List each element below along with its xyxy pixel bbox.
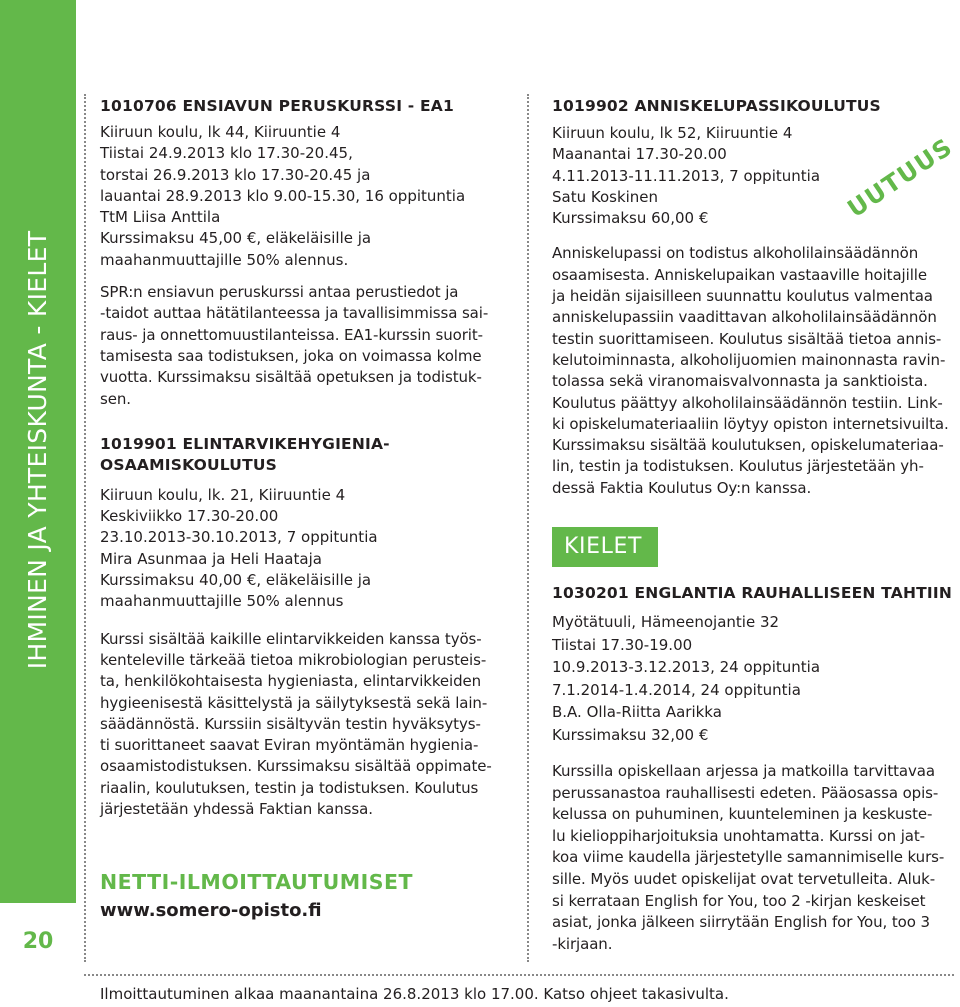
kielet-section-label: [552, 527, 658, 567]
description-line: sille. Myös uudet opiskelijat ovat tervetulleita. Aluk-: [552, 869, 936, 888]
detail-line: B.A. Olla-Riitta Aarikka: [552, 703, 722, 721]
description-line: vuotta. Kurssimaksu sisältää opetuksen ja todistuk-: [100, 368, 482, 387]
description-line: dessä Faktia Koulutus Oy:n kanssa.: [552, 478, 812, 497]
website-link[interactable]: www.somero-opisto.fi: [100, 900, 322, 921]
detail-line: 7.1.2014-1.4.2014, 24 oppituntia: [552, 680, 801, 699]
detail-line: lauantai 28.9.2013 klo 9.00-15.30, 16 oppituntia: [100, 186, 466, 205]
description-line: -kirjaan.: [552, 934, 613, 953]
left-dotted-divider: [84, 94, 86, 962]
description-line: testin suorittamiseen. Koulutus sisältää tietoa annis-: [552, 329, 942, 348]
page-number: 20: [22, 929, 54, 954]
section-sidebar: [0, 0, 76, 1007]
course-heading: [100, 434, 505, 476]
course-description: [100, 629, 505, 821]
detail-line: Kiiruun koulu, lk. 21, Kiiruuntie 4: [100, 485, 346, 504]
course-details: [552, 611, 954, 746]
detail-line: 10.9.2013-3.12.2013, 24 oppituntia: [552, 658, 821, 676]
bottom-dotted-divider: [84, 974, 954, 976]
description-line: hygieenisestä käsittelystä ja säilytyksestä sekä lain-: [100, 693, 488, 712]
detail-line: Kiiruun koulu, lk 44, Kiiruuntie 4: [100, 123, 341, 141]
right-column: [552, 96, 954, 499]
description-line: kelutoiminnasta, alkoholijuomien mainonnasta ravin-: [552, 350, 946, 369]
description-line: Koulutus päättyy alkoholilainsäädännön testiin. Link-: [552, 393, 943, 412]
new-badge: UUTUUS: [842, 132, 959, 224]
description-line: riaalin, koulutuksen, testin ja todistuksen. Koulutus: [100, 778, 479, 797]
course-description: [552, 243, 954, 499]
course-alcohol: [552, 96, 954, 499]
detail-line: Tiistai 17.30-19.00: [552, 635, 693, 654]
description-line: ti suorittaneet saavat Eviran myöntämän hygienia-: [100, 736, 479, 755]
left-column: [100, 96, 505, 820]
course-description: [552, 761, 954, 955]
detail-line: Maanantai 17.30-20.00: [552, 145, 727, 164]
course-details: [100, 485, 505, 613]
detail-line: Satu Koskinen: [552, 187, 659, 206]
description-line: ja heidän sijaisilleen suunnattu koulutus valmentaa: [552, 287, 933, 306]
online-registration-title: NETTI-ILMOITTAUTUMISET: [100, 870, 414, 894]
course-heading-line: OSAAMISKOULUTUS: [100, 455, 277, 474]
description-line: raus- ja onnettomuustilanteissa. EA1-kurssin suorit-: [100, 325, 483, 344]
detail-line: Kurssimaksu 45,00 €, eläkeläisille ja: [100, 229, 372, 248]
description-line: lin, testin ja todistuksen. Koulutus järjestetään yh-: [552, 457, 924, 476]
detail-line: maahanmuuttajille 50% alennus.: [100, 250, 349, 269]
detail-line: Myötätuuli, Hämeenojantie 32: [552, 613, 780, 631]
description-line: anniskelupassiin vaadittavan alkoholilainsäädännön: [552, 308, 937, 327]
section-title: IHMINEN JA YHTEISKUNTA - KIELET: [23, 230, 52, 670]
course-heading: 1019902 ANNISKELUPASSIKOULUTUS: [552, 97, 881, 115]
online-registration-box: [100, 868, 510, 924]
detail-line: maahanmuuttajille 50% alennus: [100, 592, 344, 611]
description-line: kenteleville tärkeää tietoa mikrobiologian perusteis-: [100, 650, 487, 669]
description-line: ki opiskelumateriaaliin löytyy opiston internetsivuilta.: [552, 414, 949, 433]
description-line: Kurssilla opiskellaan arjessa ja matkoilla tarvittavaa: [552, 762, 935, 780]
description-line: lu kielioppiharjoituksia unohtamatta. Kurssi on jat-: [552, 826, 925, 845]
course-english: [552, 583, 954, 955]
description-line: perussanastoa rauhallisesti edeten. Pääosassa opis-: [552, 783, 939, 802]
description-line: sen.: [100, 389, 131, 408]
detail-line: TtM Liisa Anttila: [100, 208, 221, 227]
kielet-label-text: KIELET: [564, 534, 643, 559]
description-line: asiat, jonka jälkeen siirrytään English for You, too 3: [552, 913, 930, 932]
description-line: järjestetään yhdessä Faktian kanssa.: [100, 800, 373, 819]
course-heading: 1030201 ENGLANTIA RAUHALLISEEN TAHTIIN: [552, 584, 953, 602]
description-line: koa viime kaudella järjestetylle samannimiselle kurs-: [552, 848, 945, 867]
detail-line: 23.10.2013-30.10.2013, 7 oppituntia: [100, 528, 378, 547]
course-heading: 1010706 ENSIAVUN PERUSKURSSI - EA1: [100, 97, 454, 115]
description-line: Anniskelupassi on todistus alkoholilainsäädännön: [552, 244, 919, 263]
description-line: säädännöstä. Kurssiin sisältyvän testin hyväksytys-: [100, 714, 481, 733]
description-line: osaamistodistuksen. Kurssimaksu sisältää oppimate-: [100, 757, 492, 776]
description-line: SPR:n ensiavun peruskurssi antaa perustiedot ja: [100, 283, 459, 302]
detail-line: Kurssimaksu 32,00 €: [552, 725, 709, 744]
description-line: osaamisesta. Anniskelupaikan vastaaville hoitajille: [552, 265, 927, 284]
description-line: Kurssimaksu sisältää koulutuksen, opiskelumateriaa-: [552, 436, 944, 455]
detail-line: Kiiruun koulu, lk 52, Kiiruuntie 4: [552, 124, 793, 142]
detail-line: Tiistai 24.9.2013 klo 17.30-20.45,: [100, 144, 353, 163]
description-line: tolassa sekä viranomaisvalvonnasta ja sanktioista.: [552, 372, 928, 391]
course-heading-line: 1019901 ELINTARVIKEHYGIENIA-: [100, 434, 390, 453]
course-ea1: [100, 96, 505, 410]
description-line: -taidot auttaa hätätilanteessa ja tavallisimmissa sai-: [100, 304, 489, 323]
description-line: si kerrataan English for You, too 2 -kirjan keskeiset: [552, 891, 926, 910]
course-hygiene: [100, 434, 505, 820]
detail-line: Mira Asunmaa ja Heli Haataja: [100, 549, 322, 568]
course-description: [100, 282, 505, 410]
detail-line: Kurssimaksu 60,00 €: [552, 209, 709, 228]
center-dotted-divider: [527, 94, 529, 962]
description-line: Kurssi sisältää kaikille elintarvikkeiden kanssa työs-: [100, 629, 482, 648]
detail-line: Keskiviikko 17.30-20.00: [100, 507, 279, 526]
detail-line: Kurssimaksu 40,00 €, eläkeläisille ja: [100, 571, 372, 590]
description-line: tamisesta saa todistuksen, joka on voimassa kolme: [100, 346, 482, 365]
course-details: [100, 122, 505, 271]
detail-line: 4.11.2013-11.11.2013, 7 oppituntia: [552, 166, 821, 185]
detail-line: torstai 26.9.2013 klo 17.30-20.45 ja: [100, 165, 371, 184]
description-line: ta, henkilökohtaisesta hygieniasta, elintarvikkeiden: [100, 672, 482, 691]
description-line: kelussa on puhuminen, kuunteleminen ja keskuste-: [552, 805, 933, 824]
registration-note: Ilmoittautuminen alkaa maanantaina 26.8.2013 klo 17.00. Katso ohjeet takasivulta.: [100, 985, 729, 1003]
